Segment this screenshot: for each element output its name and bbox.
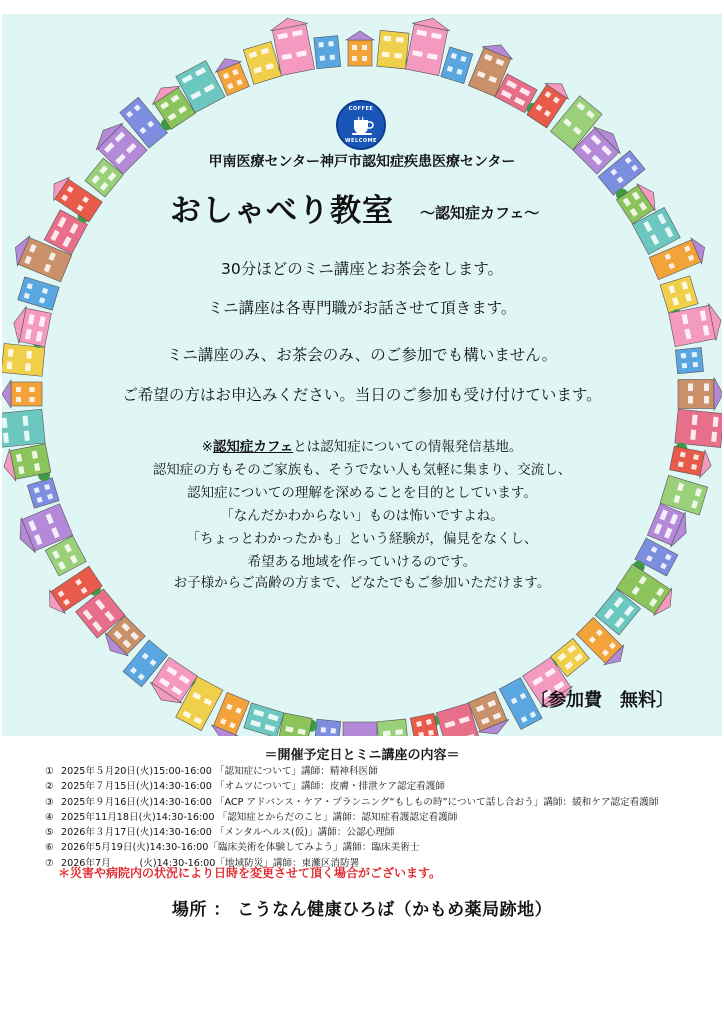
town-building (314, 36, 341, 69)
logo-top-text: COFFEE (348, 106, 374, 112)
description-line-4: ご希望の方はお申込みください。当日のご参加も受け付けています。 (122, 386, 602, 404)
schedule-text: 2026年7月 (火)14:30-16:00「地域防災」講師：東灘区消防署 (61, 857, 360, 869)
coffee-cup-icon (351, 116, 375, 136)
note-line-2: 認知症の方もそのご家族も、そうでない人も気軽に集まり、交流し、 (152, 462, 572, 478)
schedule-number: ① (45, 766, 54, 777)
note-line-3: 認知症についての理解を深めることを目的としています。 (187, 485, 537, 501)
town-building (441, 47, 473, 84)
note-line-7: お子様からご高齢の方まで、どなたでもご参加いただけます。 (173, 575, 551, 591)
schedule-item (45, 840, 658, 855)
town-building (341, 722, 379, 736)
schedule-number: ② (45, 781, 54, 793)
page-title: おしゃべり教室 (170, 193, 394, 229)
schedule-number: ⑥ (45, 842, 54, 854)
hospital-name: 甲南医療センター神戸市認知症疾患医療センター (208, 154, 516, 170)
schedule-item (45, 764, 658, 779)
note-line-1-rest: とは認知症についての情報発信基地。 (293, 439, 523, 455)
page-subtitle: ～認知症カフェ～ (420, 204, 540, 222)
schedule-number: ⑤ (45, 827, 54, 839)
schedule-number: ④ (45, 811, 54, 823)
description-line-1: 30分ほどのミニ講座とお茶会をします。 (221, 260, 503, 278)
note-prefix: ※ (201, 439, 213, 455)
note-line-1 (0, 436, 724, 459)
note-line-4: 「なんだかわからない」ものは怖いですよね。 (220, 508, 504, 524)
schedule-number: ⑦ (45, 857, 54, 869)
poster-panel (2, 14, 722, 736)
town-building (244, 703, 284, 736)
town-building (377, 719, 409, 736)
schedule-heading: ＝開催予定日とミニ講座の内容＝ (264, 748, 460, 763)
schedule-item (45, 795, 658, 810)
schedule-change-warning: ＊災害や病院内の状況により日時を変更させて頂く場合がございます。 (58, 866, 442, 880)
participation-fee: 〔参加費 無料〕 (530, 690, 674, 711)
schedule-text: 2026年5月19日(火)14:30-16:00「臨床美術を体験してみよう」講師：臨床美術士 (61, 842, 420, 854)
schedule-text: 2025年９月16日(火)14:30-16:00 「ACP アドバンス・ケア・プランニング“もしもの時”について話し合おう」講師：緩和ケア認定看護師 (61, 796, 659, 808)
schedule-item (45, 810, 658, 825)
schedule-item (45, 825, 658, 840)
note-line-5: 「ちょっとわかったかも」という経験が，偏見をなくし、 (186, 531, 538, 547)
schedule-item (45, 779, 658, 794)
schedule-text: 2025年５月20日(火)15:00-16:00 「認知症について」講師：精神科医師 (61, 766, 378, 777)
description-line-2: ミニ講座は各専門職がお話させて頂きます。 (207, 299, 517, 317)
note-line-6: 希望ある地域を作っていけるのです。 (247, 554, 477, 570)
venue-location: 場所 ： こうなん健康ひろば（かもめ薬局跡地） (171, 900, 553, 920)
schedule-list (45, 764, 658, 871)
logo-bottom-text: WELCOME (345, 138, 377, 144)
schedule-number: ③ (45, 796, 54, 808)
coffee-welcome-logo (336, 100, 386, 150)
schedule-text: 2025年７月15日(火)14:30-16:00 「オムツについて」講師：皮膚・排泄ケア認定看護師 (61, 781, 445, 793)
schedule-text: 2025年11月18日(火)14:30-16:00 「認知症とからだのこと」講師：認知症看護認定看護師 (61, 811, 458, 823)
note-highlight: 認知症カフェ (212, 439, 294, 455)
town-building (346, 31, 374, 66)
schedule-text: 2026年３月17日(火)14:30-16:00 「メンタルヘルス(仮)」講師：公認心理師 (61, 827, 395, 839)
description-line-3: ミニ講座のみ、お茶会のみ、のご参加でも構いません。 (166, 346, 558, 364)
